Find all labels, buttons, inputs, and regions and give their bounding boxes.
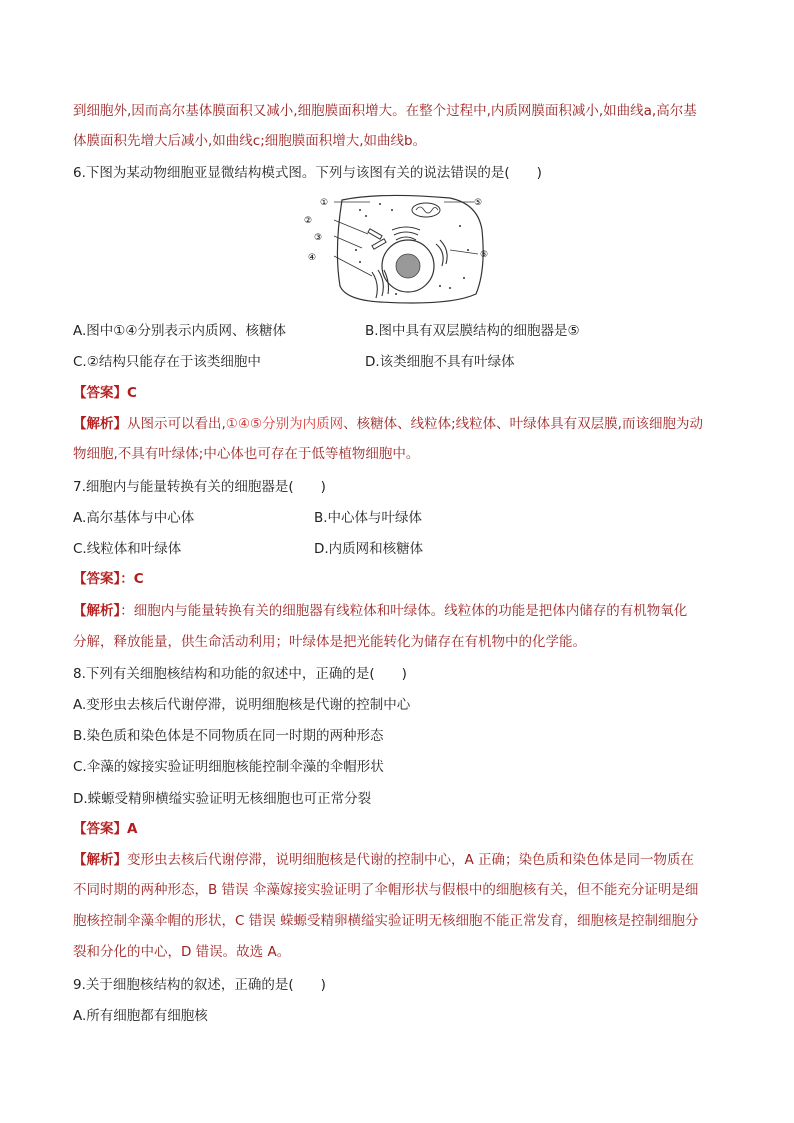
figure-label-6: ⑥ [480, 250, 489, 260]
answer-value: ：C [120, 571, 144, 587]
analysis-text: ：细胞内与能量转换有关的细胞器有线粒体和叶绿体。线粒体的功能是把体内储存的有机物氧化 [120, 603, 688, 619]
q7-option-d: D.内质网和核糖体 [314, 541, 424, 557]
analysis-text: 变形虫去核后代谢停滞，说明细胞核是代谢的控制中心，A 正确；染色质和染色体是同一物质在 [127, 852, 695, 868]
analysis-tag: 【解析】 [73, 852, 127, 868]
analysis-text: 从图示可以看出, [127, 416, 226, 432]
q8-analysis-line-3: 胞核控制伞藻伞帽的形状，C 错误 蝾螈受精卵横缢实验证明无核细胞不能正常发育，细胞核是控制细胞分 [73, 913, 699, 929]
q8-option-a: A.变形虫去核后代谢停滞，说明细胞核是代谢的控制中心 [73, 697, 411, 713]
q8-analysis-line-4: 裂和分化的中心，D 错误。故选 A。 [73, 944, 291, 960]
q7-option-b: B.中心体与叶绿体 [314, 510, 423, 526]
q8-option-c: C.伞藻的嫁接实验证明细胞核能控制伞藻的伞帽形状 [73, 759, 384, 775]
answer-tag: 【答案】 [73, 571, 121, 587]
answer-value: C [127, 385, 137, 401]
q7-analysis-line-2: 分解，释放能量，供生命活动利用；叶绿体是把光能转化为储存在有机物中的化学能。 [73, 634, 586, 650]
q7-option-a: A.高尔基体与中心体 [73, 510, 195, 526]
q6-analysis-line-1 [73, 414, 703, 434]
q6-option-c: C.②结构只能存在于该类细胞中 [73, 354, 261, 370]
q6-option-d: D.该类细胞不具有叶绿体 [365, 354, 515, 370]
endoplasmic-reticulum-left [372, 270, 389, 298]
q8-answer [73, 819, 137, 839]
figure-label-3: ③ [314, 233, 323, 243]
figure-label-4: ④ [308, 253, 317, 263]
golgi-apparatus [392, 227, 420, 240]
endoplasmic-reticulum-right [436, 240, 447, 266]
q6-stem: 6.下图为某动物细胞亚显微结构模式图。下列与该图有关的说法错误的是( ) [73, 165, 542, 181]
intro-line-2: 体膜面积先增大后减小,如曲线c;细胞膜面积增大,如曲线b。 [73, 133, 427, 149]
intro-line-1: 到细胞外,因而高尔基体膜面积又减小,细胞膜面积增大。在整个过程中,内质网膜面积减小,如曲线a,高尔基 [73, 103, 697, 119]
q8-option-d: D.蝾螈受精卵横缢实验证明无核细胞也可正常分裂 [73, 791, 372, 807]
figure-label-5: ⑤ [474, 198, 483, 208]
figure-label-1: ① [320, 198, 329, 208]
q7-stem: 7.细胞内与能量转换有关的细胞器是( ) [73, 479, 326, 495]
figure-label-2: ② [304, 216, 313, 226]
answer-tag: 【答案】 [73, 821, 127, 837]
animal-cell-diagram [300, 190, 500, 310]
nucleolus [396, 254, 420, 278]
answer-tag: 【答案】 [73, 385, 127, 401]
q8-option-b: B.染色质和染色体是不同物质在同一时期的两种形态 [73, 728, 384, 744]
q8-stem: 8.下列有关细胞核结构和功能的叙述中，正确的是( ) [73, 666, 407, 682]
q6-analysis-line-2: 物细胞,不具有叶绿体;中心体也可存在于低等植物细胞中。 [73, 446, 420, 462]
q9-stem: 9.关于细胞核结构的叙述，正确的是( ) [73, 977, 326, 993]
analysis-text: 、核糖体、线粒体;线粒体、叶绿体具有双层膜,而该细胞为动 [343, 416, 703, 432]
q8-analysis-line-2: 不同时期的两种形态，B 错误 伞藻嫁接实验证明了伞帽形状与假根中的细胞核有关，但不能充分证明是细 [73, 882, 699, 898]
q6-option-b: B.图中具有双层膜结构的细胞器是⑤ [365, 323, 580, 339]
analysis-tag: 【解析】 [73, 603, 121, 619]
answer-value: A [127, 821, 138, 837]
q7-answer [73, 569, 144, 589]
ribosome-dots [355, 203, 469, 295]
q9-option-a: A.所有细胞都有细胞核 [73, 1008, 208, 1024]
q7-option-c: C.线粒体和叶绿体 [73, 541, 182, 557]
q6-option-a: A.图中①④分别表示内质网、核糖体 [73, 323, 286, 339]
centrosome [368, 229, 382, 239]
cell-membrane [337, 195, 483, 303]
q7-analysis-line-1 [73, 601, 687, 621]
q6-answer [73, 383, 137, 403]
analysis-highlight: ①④⑤分别为内质网 [225, 416, 344, 432]
analysis-tag: 【解析】 [73, 416, 127, 432]
q8-analysis-line-1 [73, 850, 694, 870]
